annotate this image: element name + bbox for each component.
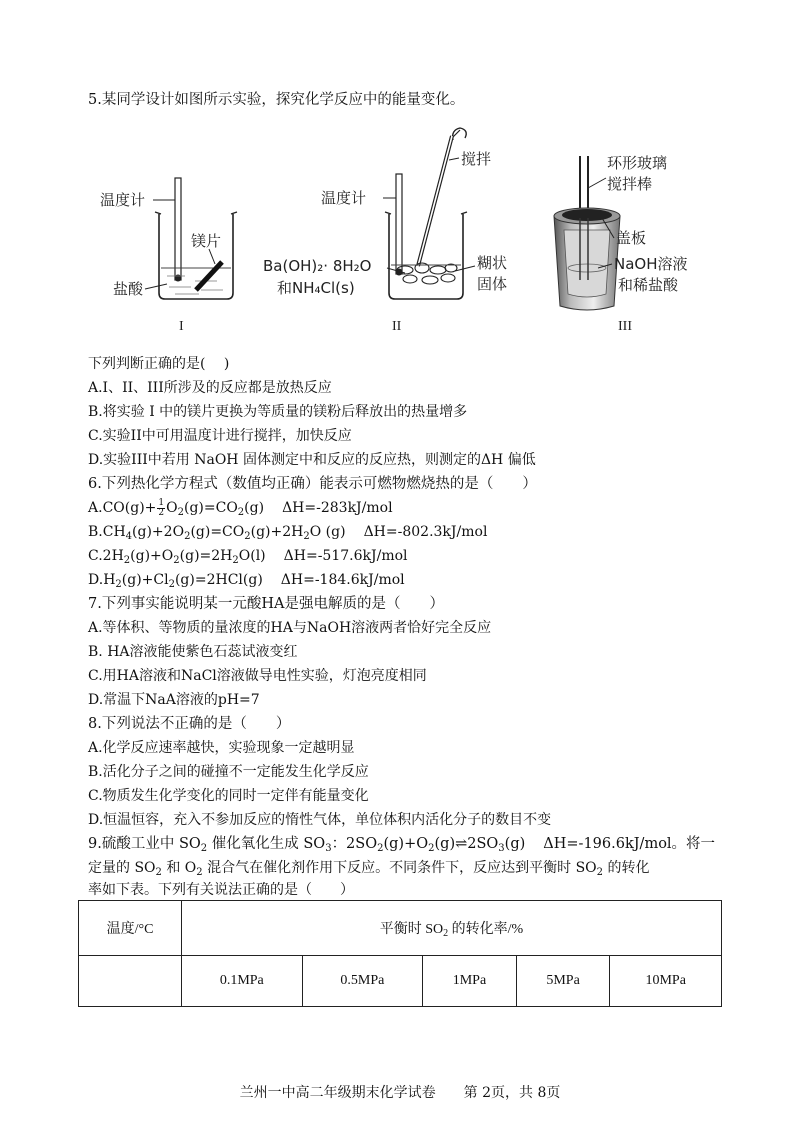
table-empty-cell [79,956,182,1007]
pressure-cell: 10MPa [610,956,722,1007]
figure-1-magnesium-acid [95,118,255,343]
question-8-title: 8.下列说法不正确的是（ ） [88,716,291,732]
fig3-solution-label-1: NaOH溶液 [614,255,688,273]
question-5-title: 5.某同学设计如图所示实验，探究化学反应中的能量变化。 [88,92,465,108]
q8-option-a: A.化学反应速率越快，实验现象一定越明显 [88,740,355,756]
q6-option-c: $C.2H_2(g)+O_2(g)=2H_2O(l)$ ΔH=-517.6kJ/mol [88,548,408,566]
question-6-title: 6.下列热化学方程式（数值均正确）能表示可燃物燃烧热的是（ ） [88,476,537,492]
fig1-strip-label: 镁片 [191,232,222,250]
fig1-thermometer [175,178,181,280]
fig2-paste-label-1: 糊状 [477,254,508,272]
q7-option-b: B. HA溶液能使紫色石蕊试液变红 [88,644,298,660]
fig1-roman-label: I [179,319,184,334]
pressure-cell: 0.5MPa [302,956,423,1007]
fig3-lid-label: 盖板 [616,229,647,247]
q6-option-a: A.CO(g)+ $\frac{1}{2}$ $O_2(g)=CO_2(g)$ ΔH=-283kJ/mol [88,497,393,518]
q7-option-a: A.等体积、等物质的量浓度的HA与NaOH溶液两者恰好完全反应 [88,620,492,636]
footer-school: 兰州一中高二年级期末化学试卷 [239,1085,436,1101]
fig2-reagent-line2: 和NH₄Cl(s) [277,279,355,297]
pressure-cell: 5MPa [516,956,610,1007]
q8-option-c: C.物质发生化学变化的同时一定伴有能量变化 [88,788,369,804]
page-footer [0,1082,800,1102]
q5-option-c: C.实验II中可用温度计进行搅拌，加快反应 [88,428,352,444]
q5-option-b: B.将实验 I 中的镁片更换为等质量的镁粉后释放出的热量增多 [88,404,468,420]
fig3-roman-label: III [618,319,632,334]
q5-option-a: A.I、II、III所涉及的反应都是放热反应 [88,380,332,396]
question-7-title: 7.下列事实能说明某一元酸HA是强电解质的是（ ） [88,596,444,612]
pressure-cell: 0.1MPa [182,956,303,1007]
fig1-thermometer-label: 温度计 [100,191,146,209]
question-5-stem: 下列判断正确的是( ) [88,356,230,372]
figure-2-endothermic [255,118,525,343]
q5-option-d: D.实验III中若用 NaOH 固体测定中和反应的反应热，则测定的ΔH 偏低 [88,452,536,468]
fig2-stirrer-label: 搅拌 [461,150,492,168]
figure-3-calorimeter [540,118,715,343]
fig2-thermometer-label: 温度计 [321,189,367,207]
q8-option-d: D.恒温恒容，充入不参加反应的惰性气体，单位体积内活化分子的数目不变 [88,812,552,828]
conversion-rate-table [78,900,722,1007]
fig3-inner-cup [564,230,610,297]
fig2-reagent-line1: Ba(OH)₂· 8H₂O [263,257,372,275]
table-pressure-row [79,956,722,1007]
q6-option-d: $D.H_2(g)+Cl_2(g)=2HCl(g)$ ΔH=-184.6kJ/mol [88,572,405,590]
fig1-thermometer-bulb [175,275,182,282]
question-9-line-2: 定量的 $SO_2$ 和 $O_2$ 混合气在催化剂作用下反应。不同条件下，反应达到平衡时 $SO_2$ 的转化 [88,860,650,878]
fig2-thermometer [396,174,402,274]
fig3-ring-label-1: 环形玻璃 [607,154,668,172]
q7-option-c: C.用HA溶液和NaCl溶液做导电性实验，灯泡亮度相同 [88,668,427,684]
footer-page-number: 第 2页，共 8页 [463,1085,561,1101]
fig2-paste-label-2: 固体 [477,275,508,293]
temperature-header: 温度/°C [79,901,182,956]
q6-option-b: $B.CH_4(g)+2O_2(g)=CO_2(g)+2H_2O$ (g) ΔH=-802.3kJ/mol [88,524,488,542]
fig2-paste-solid [397,263,457,284]
question-9-line-1: 9.硫酸工业中 $SO_2$ 催化氧化生成 $SO_3$：$2SO_2(g)+O_2(g)\rightleftharpoons 2SO_3(g)$ ΔH=-196.6kJ/mol。将一 [88,836,716,854]
q7-option-d: D.常温下NaA溶液的pH=7 [88,692,260,708]
fig1-beaker [159,214,233,299]
q8-option-b: B.活化分子之间的碰撞不一定能发生化学反应 [88,764,369,780]
fig3-solution-label-2: 和稀盐酸 [618,276,679,294]
q6-a-fraction: $\frac{1}{2}$ [158,497,165,518]
table-header-row [79,901,722,956]
fig3-ring-label-2: 搅拌棒 [607,175,653,193]
conversion-rate-header: 平衡时 $SO_2$ 的转化率/% [182,901,722,956]
question-9-line-3: 率如下表。下列有关说法正确的是（ ） [88,882,354,898]
pressure-cell: 1MPa [423,956,517,1007]
fig2-roman-label: II [392,319,402,334]
fig1-magnesium-strip [196,262,222,290]
fig3-lid [562,209,612,221]
fig1-acid-label: 盐酸 [113,280,144,298]
